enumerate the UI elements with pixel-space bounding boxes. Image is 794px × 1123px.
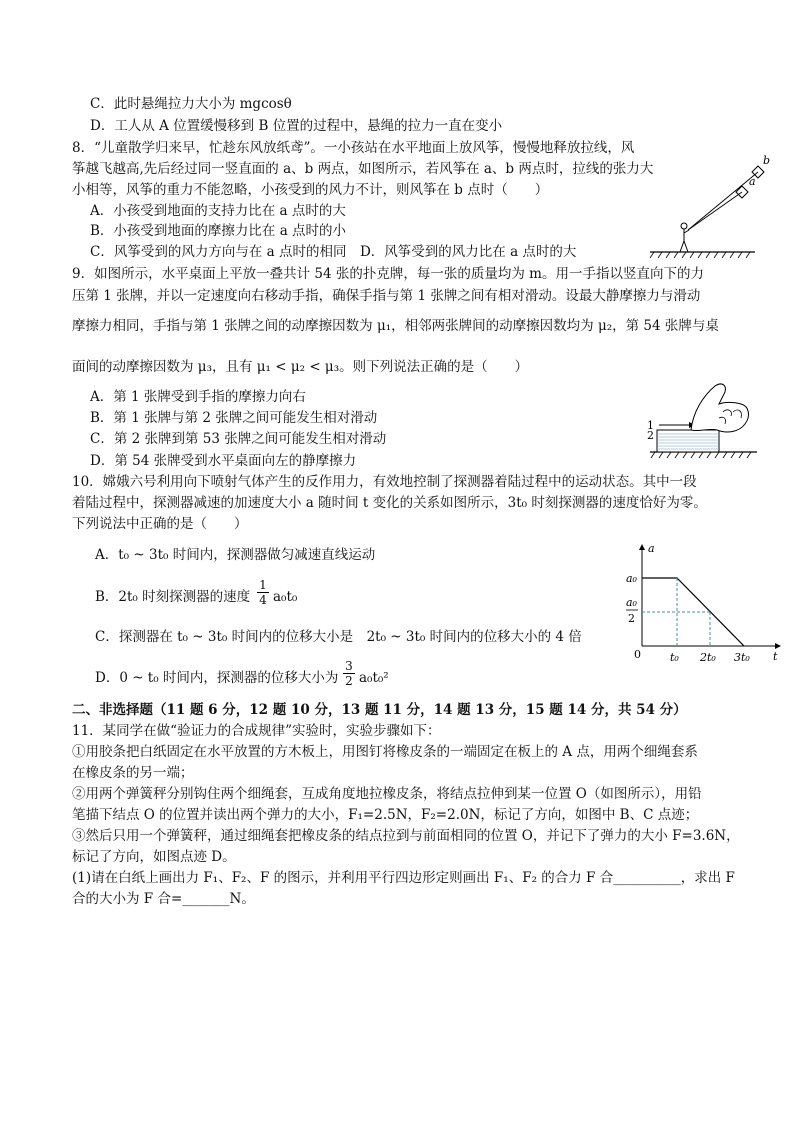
q10-stem-line2: 着陆过程中，探测器减速的加速度大小 a 随时间 t 变化的关系如图所示，3t₀ 时刻探测器的速度恰好为零。 <box>72 495 707 511</box>
q10-option-a: A．t₀ ~ 3t₀ 时间内，探测器做匀减速直线运动 <box>95 547 376 563</box>
graph-t0-label: t₀ <box>670 651 679 664</box>
q9-stem-line1: 9．如图所示，水平桌面上平放一叠共计 54 张的扑克牌，每一张的质量均为 m。用一手指以竖直向下的力 <box>72 266 704 282</box>
q11-step3-line2: 标记了方向，如图点迹 D。 <box>72 849 236 865</box>
q10-option-d-denominator: 2 <box>343 673 355 688</box>
q10-option-b-fraction <box>257 578 269 607</box>
q10-option-b-text: B．2t₀ 时刻探测器的速度 <box>95 589 251 605</box>
graph-origin-label: 0 <box>634 648 641 661</box>
q10-option-b-denominator: 4 <box>257 592 269 607</box>
q10-stem-line3: 下列说法中正确的是（ ） <box>72 516 248 532</box>
q10-option-b-numerator: 1 <box>259 578 267 592</box>
q9-option-b: B．第 1 张牌与第 2 张牌之间可能发生相对滑动 <box>90 410 378 426</box>
q11-step1-line1: ①用胶条把白纸固定在水平放置的方木板上，用图钉将橡皮条的一端固定在板上的 A 点，用两个细绳套系 <box>72 744 698 760</box>
q11-step3-line1: ③然后只用一个弹簧秤，通过细绳套把橡皮条的结点拉到与前面相同的位置 O，并记下了弹力的大小 F=3.6N， <box>72 828 740 844</box>
q8-option-b: B．小孩受到地面的摩擦力比在 a 点时的小 <box>90 223 347 239</box>
q8-stem-line2: 筝越飞越高,先后经过同一竖直面的 a、b 两点，如图所示，若风筝在 a、b 两点时，拉线的张力大 <box>72 161 654 177</box>
q9-stem-line3: 摩擦力相同，手指与第 1 张牌之间的动摩擦因数为 μ₁，相邻两张牌间的动摩擦因数均为 μ₂，第 54 张牌与桌 <box>72 318 719 334</box>
q9-stem-line4: 面间的动摩擦因数为 μ₃，且有 μ₁ < μ₂ < μ₃。则下列说法正确的是（ ） <box>72 359 529 375</box>
graph-3t0-label: 3t₀ <box>734 651 750 664</box>
graph-half-a0-denominator: 2 <box>628 612 635 625</box>
q11-step2-line2: 笔描下结点 O 的位置并读出两个弹力的大小，F₁=2.5N，F₂=2.0N，标记了方向，如图中 B、C 点迹； <box>72 807 699 823</box>
q11-step1-line2: 在橡皮条的另一端； <box>72 765 194 781</box>
section-2-title: 二、非选择题（11 题 6 分，12 题 10 分，13 题 11 分，14 题 13 分，15 题 14 分，共 54 分） <box>72 702 687 718</box>
card-stack-figure <box>645 372 765 462</box>
q10-option-d-fraction <box>343 659 355 688</box>
q9-stem-line2: 压第 1 张牌，并以一定速度向右移动手指，确保手指与第 1 张牌之间有相对滑动。设最大静摩擦力与滑动 <box>72 288 701 304</box>
graph-2t0-label: 2t₀ <box>700 651 716 664</box>
q8-option-cd: C．风筝受到的风力方向与在 a 点时的相同 D．风筝受到的风力比在 a 点时的大 <box>90 244 577 260</box>
card-label-1: 1 <box>647 419 654 432</box>
card-label-2: 2 <box>647 429 654 442</box>
q11-part1-line2: 合的大小为 F 合=_______N。 <box>72 891 255 907</box>
graph-y-axis-label: a <box>648 542 655 555</box>
q11-stem: 11．某同学在做“验证力的合成规律”实验时，实验步骤如下： <box>72 723 441 739</box>
kite-figure <box>650 152 775 262</box>
q10-option-d-expr: a₀t₀² <box>359 670 389 686</box>
kite-label-a: a <box>749 175 756 188</box>
q9-option-d: D．第 54 张牌受到水平桌面向左的静摩擦力 <box>90 453 357 469</box>
q8-stem-line3: 小相等，风筝的重力不能忽略，小孩受到的风力不计，则风筝在 b 点时（ ） <box>72 182 549 198</box>
q10-option-d-numerator: 3 <box>345 659 353 673</box>
q11-part1-line1: (1)请在白纸上画出力 F₁、F₂、F 的图示，并利用平行四边形定则画出 F₁、F₂ 的合力 F 合__________，求出 F <box>72 870 735 886</box>
q9-option-c: C．第 2 张牌到第 53 张牌之间可能发生相对滑动 <box>90 431 387 447</box>
acceleration-time-graph <box>620 540 785 670</box>
q10-option-b-expr: a₀t₀ <box>273 589 298 605</box>
q9-option-a: A．第 1 张牌受到手指的摩擦力向右 <box>90 389 306 405</box>
q8-option-a: A．小孩受到地面的支持力比在 a 点时的大 <box>90 203 346 219</box>
q7-option-d: D．工人从 A 位置缓慢移到 B 位置的过程中，悬绳的拉力一直在变小 <box>90 118 503 134</box>
q10-option-c: C．探测器在 t₀ ~ 3t₀ 时间内的位移大小是 2t₀ ~ 3t₀ 时间内的位移大小的 4 倍 <box>95 629 582 645</box>
graph-x-axis-label: t <box>773 650 778 663</box>
q10-option-d-text: D．0 ~ t₀ 时间内，探测器的位移大小为 <box>95 670 339 686</box>
graph-a0-label: a₀ <box>626 572 637 585</box>
q8-stem-line1: 8．“儿童散学归来早，忙趁东风放纸鸢”。一小孩站在水平地面上放风筝，慢慢地释放拉线，风 <box>72 140 635 156</box>
q11-step2-line1: ②用两个弹簧秤分别钩住两个细绳套，互成角度地拉橡皮条，将结点拉伸到某一位置 O（如图所示），用铅 <box>72 786 702 802</box>
kite-label-b: b <box>763 154 771 167</box>
q7-option-c: C．此时悬绳拉力大小为 mgcosθ <box>90 96 292 112</box>
q10-stem-line1: 10．嫦娥六号利用向下喷射气体产生的反作用力，有效地控制了探测器着陆过程中的运动状态。其中一段 <box>72 474 697 490</box>
graph-half-a0-numerator: a₀ <box>626 596 637 609</box>
